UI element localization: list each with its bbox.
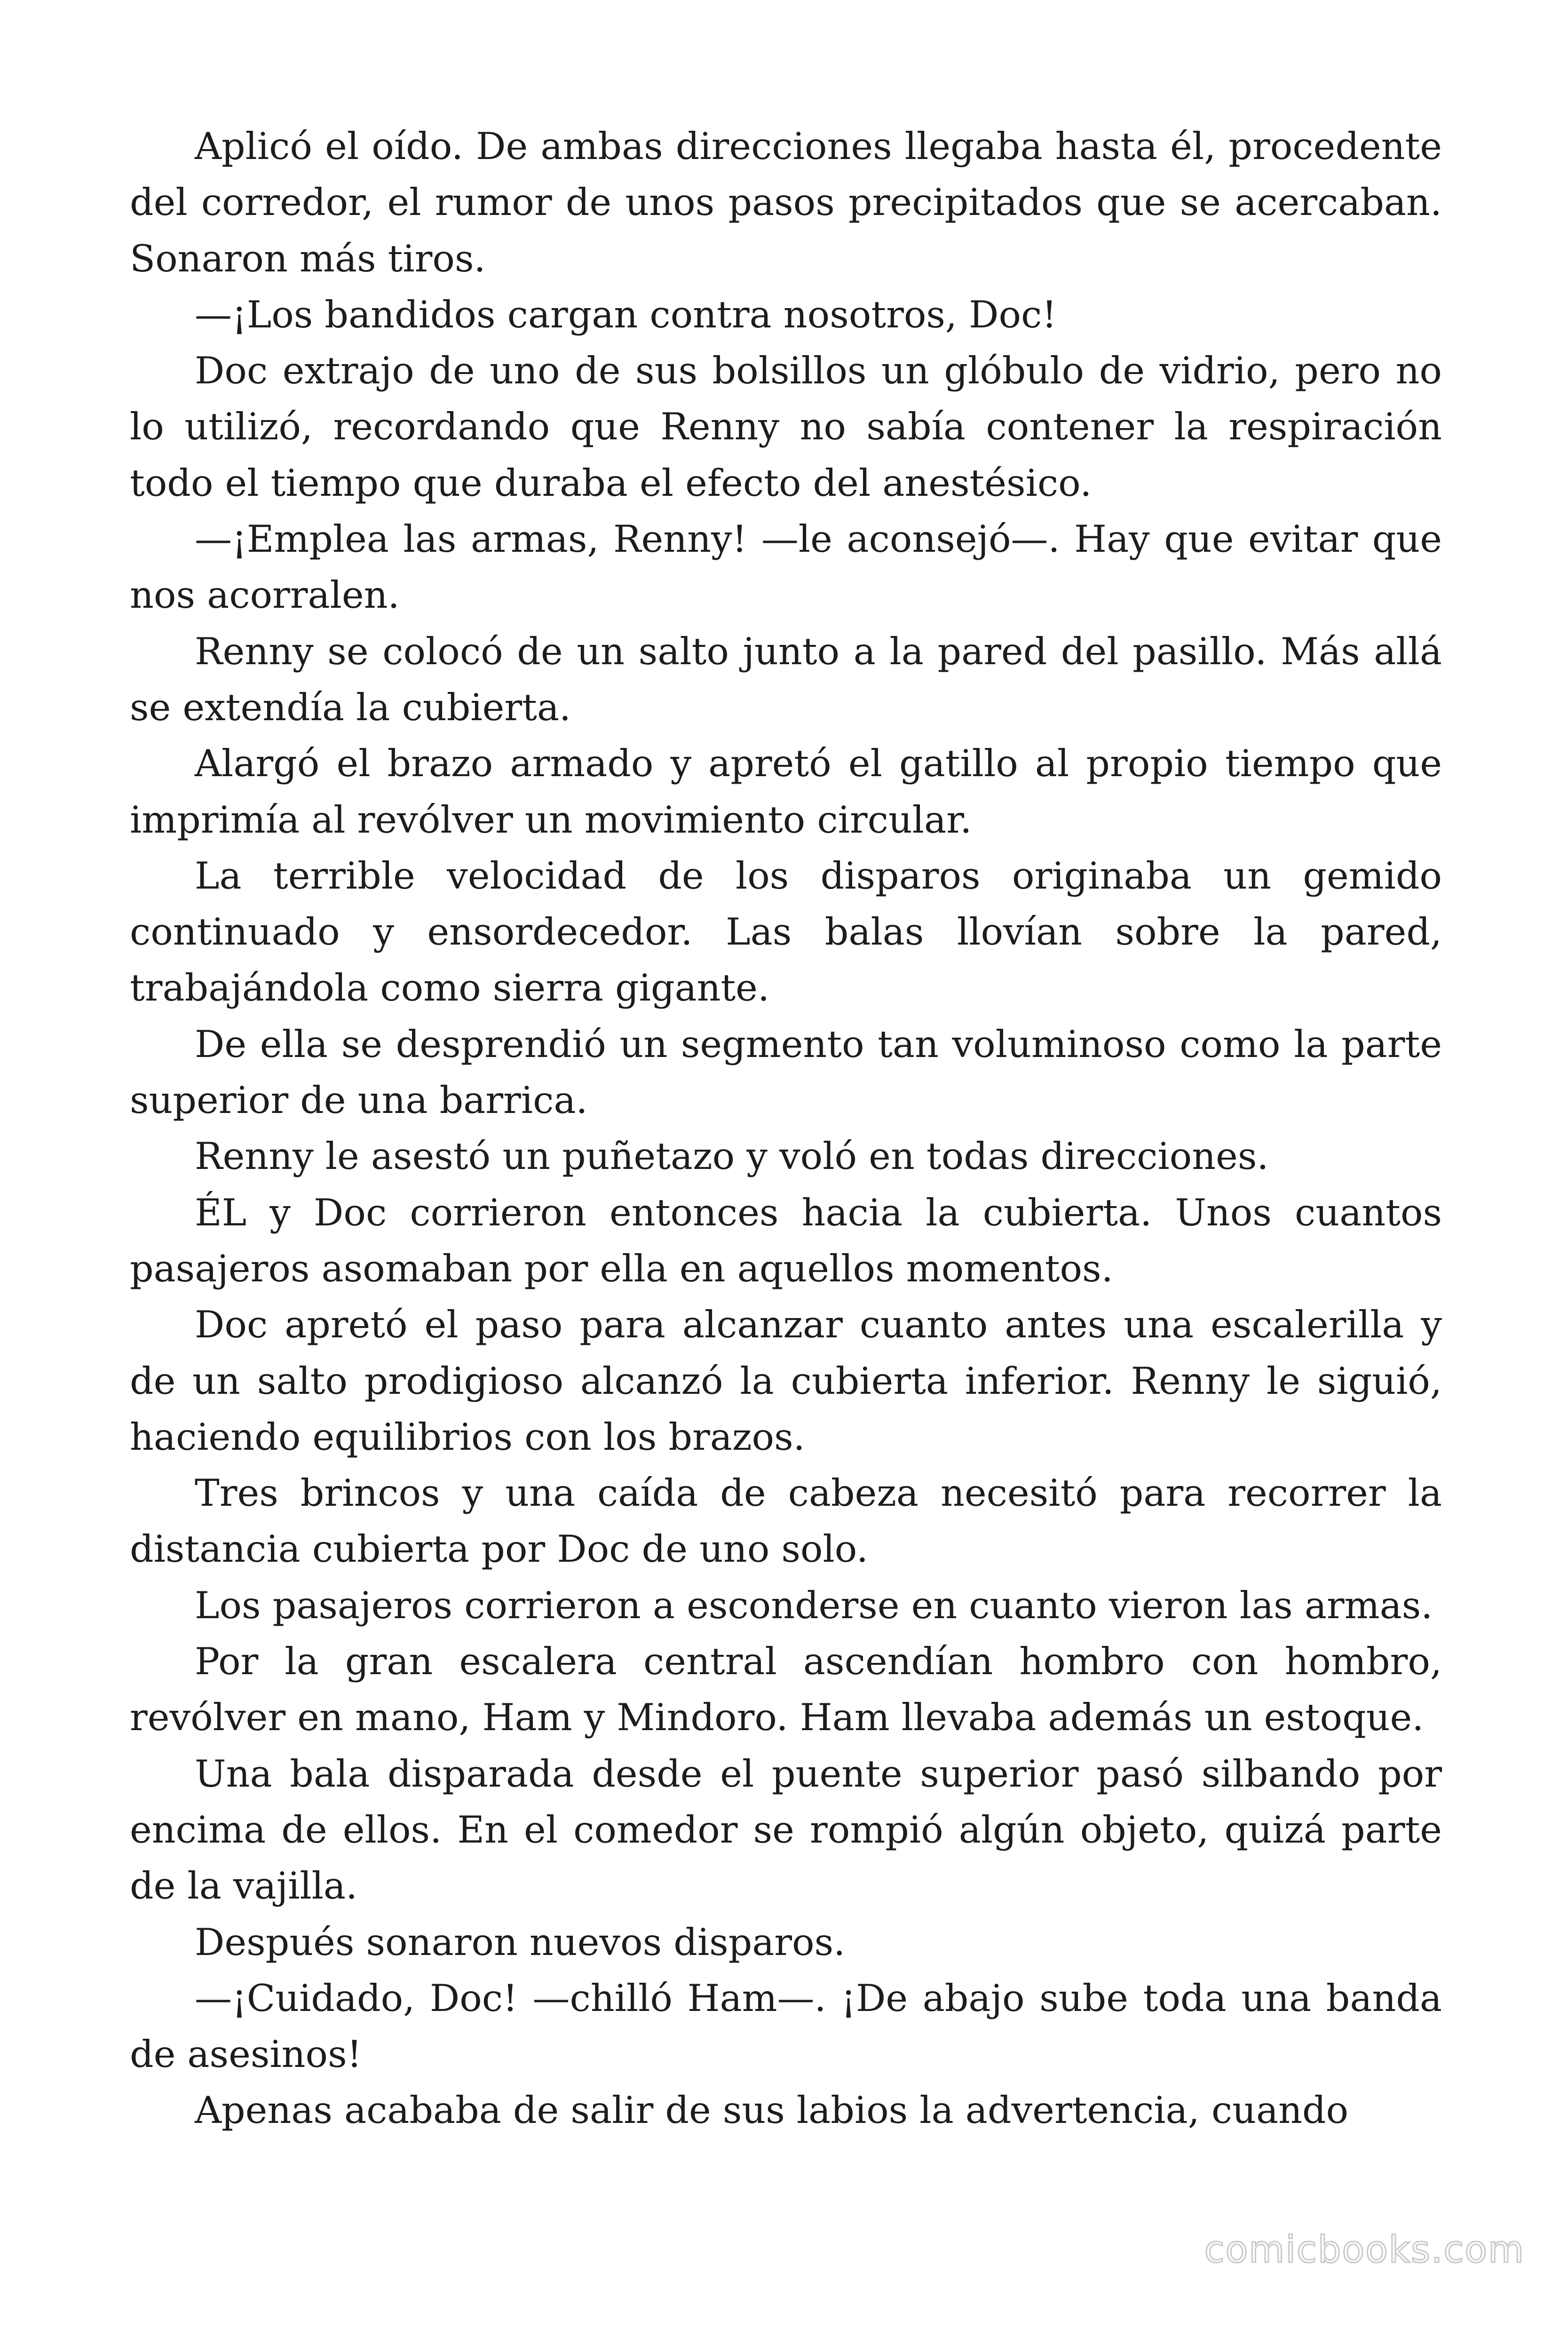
paragraph: —¡Emplea las armas, Renny! —le aconsejó—. Hay que evitar que nos acorralen. — [130, 517, 1442, 617]
paragraph: Doc extrajo de uno de sus bolsillos un glóbulo de vidrio, pero no lo utilizó, recordando que Renny no sabía contener la respiración todo el tiempo que duraba el efecto del anestésico. — [130, 349, 1442, 505]
paragraph: —¡Los bandidos cargan contra nosotros, Doc! — [195, 293, 1057, 336]
paragraph: Apenas acababa de salir de sus labios la advertencia, cuando — [195, 2089, 1349, 2132]
body-text — [130, 119, 1442, 2139]
paragraph: Tres brincos y una caída de cabeza necesitó para recorrer la distancia cubierta por Doc de uno solo. — [130, 1471, 1442, 1571]
paragraph: —¡Cuidado, Doc! —chilló Ham—. ¡De abajo sube toda una banda de asesinos! — [130, 1976, 1442, 2076]
watermark: comicbooks.com — [1204, 2229, 1525, 2271]
paragraph: Una bala disparada desde el puente superior pasó silbando por encima de ellos. En el comedor se rompió algún objeto, quizá parte de la vajilla. — [130, 1752, 1442, 1908]
paragraph: La terrible velocidad de los disparos originaba un gemido continuado y ensordecedor. Las balas llovían sobre la pared, trabajándola como sierra gigante. — [130, 854, 1442, 1010]
paragraph: Renny le asestó un puñetazo y voló en todas direcciones. — [195, 1135, 1269, 1178]
paragraph: Los pasajeros corrieron a esconderse en cuanto vieron las armas. — [195, 1583, 1433, 1627]
paragraph: Doc apretó el paso para alcanzar cuanto antes una escalerilla y de un salto prodigioso alcanzó la cubierta inferior. Renny le siguió, haciendo equilibrios con los brazos. — [130, 1303, 1442, 1459]
paragraph: Aplicó el oído. De ambas direcciones llegaba hasta él, procedente del corredor, el rumor de unos pasos precipitados que se acercaban. Sonaron más tiros. — [130, 125, 1442, 280]
paragraph: Después sonaron nuevos disparos. — [195, 1920, 846, 1964]
paragraph: De ella se desprendió un segmento tan voluminoso como la parte superior de una barrica. — [130, 1022, 1442, 1122]
paragraph: Alargó el brazo armado y apretó el gatillo al propio tiempo que imprimía al revólver un movimiento circular. — [130, 742, 1442, 842]
paragraph: ÉL y Doc corrieron entonces hacia la cubierta. Unos cuantos pasajeros asomaban por ella en aquellos momentos. — [130, 1191, 1442, 1290]
paragraph: Renny se colocó de un salto junto a la pared del pasillo. Más allá se extendía la cubierta. — [130, 629, 1442, 729]
paragraph: Por la gran escalera central ascendían hombro con hombro, revólver en mano, Ham y Mindoro. Ham llevaba además un estoque. — [130, 1640, 1442, 1740]
